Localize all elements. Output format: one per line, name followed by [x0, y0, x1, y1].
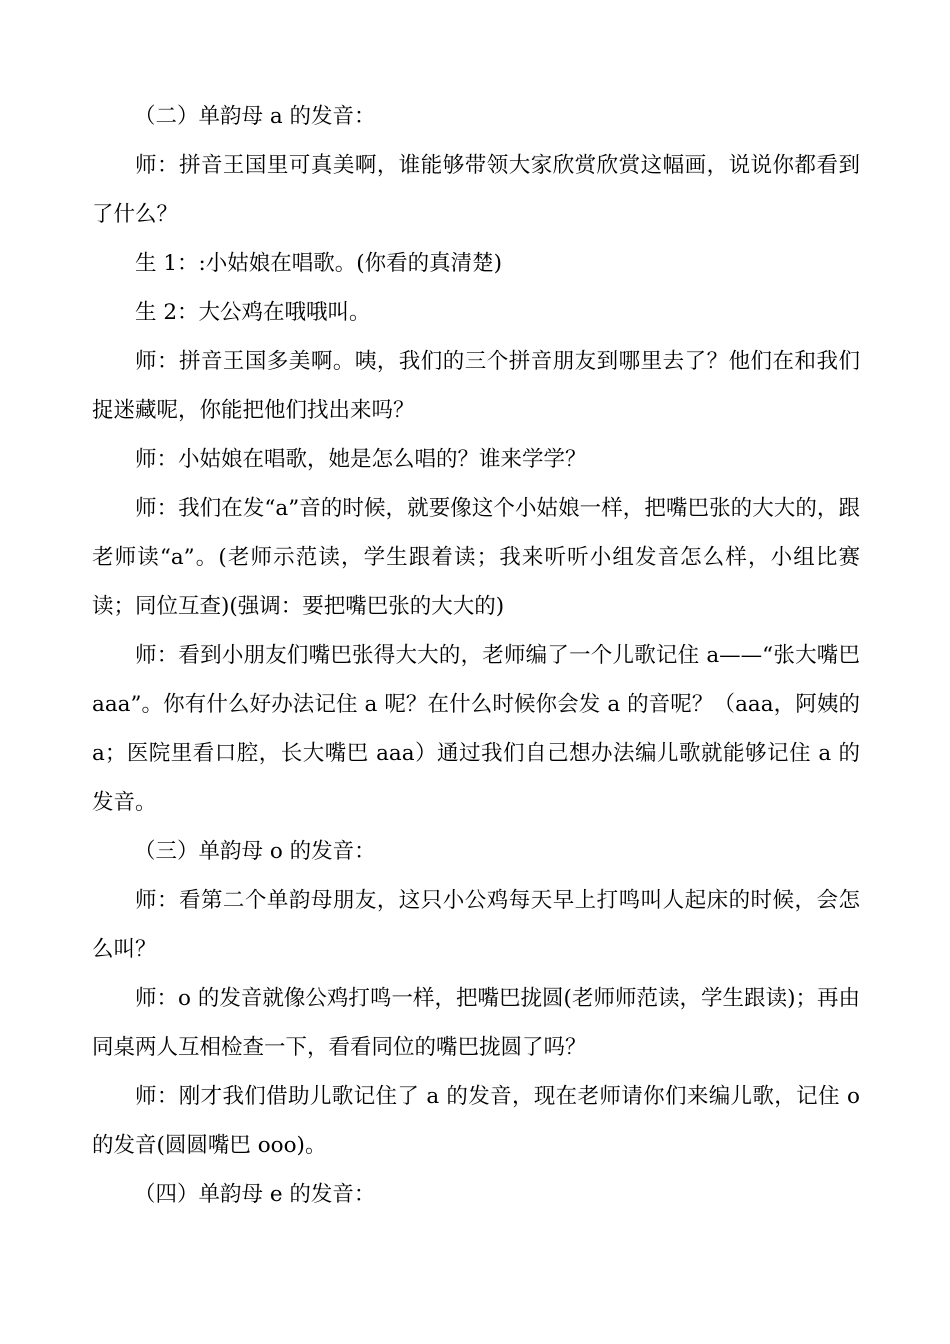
paragraph: 生 2：大公鸡在哦哦叫。 [135, 300, 371, 325]
paragraph: 师：看到小朋友们嘴巴张得大大的，老师编了一个儿歌记住 a——“张大嘴巴 aaa”。你有什么好办法记住 a 呢？在什么时候你会发 a 的音呢？（aaa，阿姨的 a；医院里看口腔，长大嘴巴 aaa）通过我们自己想办法编儿歌就能够记住 a 的发音。 [92, 643, 860, 815]
paragraph: 师：拼音王国里可真美啊，谁能够带领大家欣赏欣赏这幅画，说说你都看到了什么？ [92, 153, 860, 227]
section-heading-2: （二）单韵母 a 的发音： [134, 104, 376, 129]
paragraph: 师：我们在发“a”音的时候，就要像这个小姑娘一样，把嘴巴张的大大的，跟老师读“a”。(老师示范读，学生跟着读；我来听听小组发音怎么样，小组比赛读；同位互查)(强调：要把嘴巴张的大大的) [92, 496, 860, 619]
section-heading-3: （三）单韵母 o 的发音： [134, 839, 376, 864]
paragraph: 师：o 的发音就像公鸡打鸣一样，把嘴巴拢圆(老师师范读，学生跟读)；再由同桌两人互相检查一下，看看同位的嘴巴拢圆了吗？ [92, 986, 860, 1060]
paragraph: 师：拼音王国多美啊。咦，我们的三个拼音朋友到哪里去了？他们在和我们捉迷藏呢，你能把他们找出来吗？ [92, 349, 860, 423]
section-heading-4: （四）单韵母 e 的发音： [134, 1182, 376, 1207]
paragraph: 师：刚才我们借助儿歌记住了 a 的发音，现在老师请你们来编儿歌，记住 o 的发音(圆圆嘴巴 ooo)。 [92, 1084, 860, 1158]
paragraph: 师：小姑娘在唱歌，她是怎么唱的？谁来学学？ [135, 447, 587, 472]
paragraph: 生 1：:小姑娘在唱歌。(你看的真清楚) [135, 251, 503, 276]
document-body [92, 92, 860, 1219]
paragraph: 师：看第二个单韵母朋友，这只小公鸡每天早上打鸣叫人起床的时候，会怎么叫？ [92, 888, 860, 962]
